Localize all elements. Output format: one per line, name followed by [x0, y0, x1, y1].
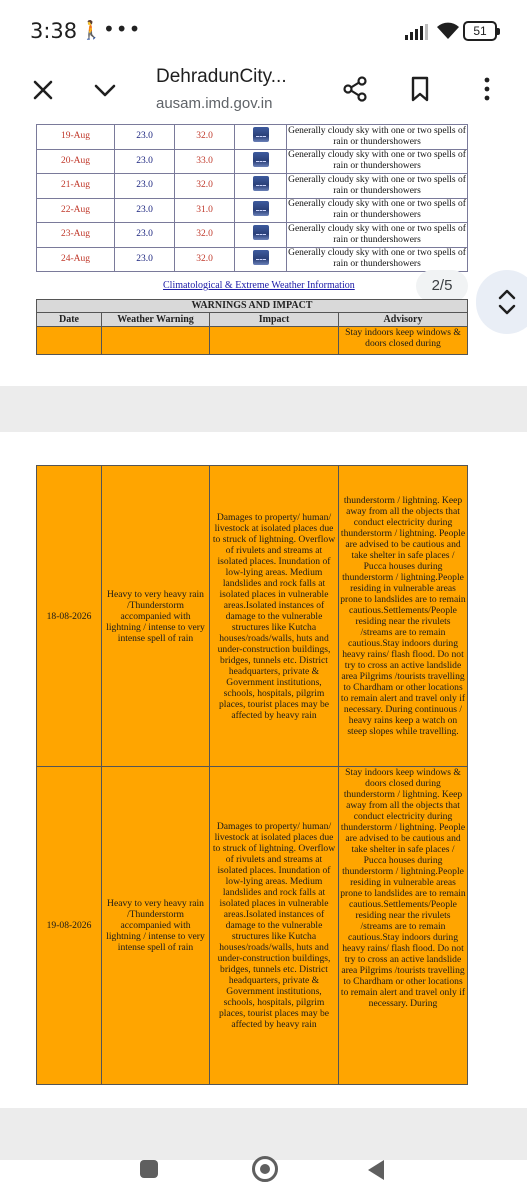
- warning-cell-empty: [102, 327, 210, 355]
- thunderstorm-rain-icon: [253, 225, 269, 240]
- page-indicator: 2/5: [416, 270, 468, 302]
- advisory-text: thunderstorm / lightning. Keep away from all the objects that conduct electricity during thunderstorm / lightning. People are advised to be cautious and take shelter in safe places / Pucca houses during thunderstorm / lightning.People residing in vulnerable areas prone to landslides are to remain cautious.Settlements/People residing near the rivulets /streams are to remain cautious.Stay indoors during heavy rains/ flash flood. Do not try to cross an active landslide area Pilgrims /tourists travelling to Chardham or other locations to remain alert and travel only if necessary. During continuous / heavy rains keep a watch on steep slopes while travelling.: [339, 466, 468, 767]
- warning-row: [37, 466, 468, 767]
- status-time: 3:38: [30, 19, 78, 43]
- pdf-content[interactable]: [0, 122, 527, 1160]
- warning-text: Heavy to very heavy rain /Thunderstorm accompanied with lightning / intense to very intense spell of rain: [102, 466, 210, 767]
- pdf-page-2: [0, 122, 527, 386]
- more-vert-icon[interactable]: [472, 74, 502, 104]
- wifi-icon: [436, 22, 460, 40]
- page-separator: [0, 386, 527, 432]
- climatology-link[interactable]: Climatological & Extreme Weather Information: [163, 280, 355, 291]
- forecast-row: [37, 247, 468, 272]
- col-advisory-header: Advisory: [339, 313, 468, 327]
- forecast-date: 19-Aug: [37, 125, 115, 150]
- page-title: DehradunCity...: [156, 66, 287, 87]
- warnings-table: [36, 465, 468, 1085]
- col-warning-header: Weather Warning: [102, 313, 210, 327]
- chevron-up-down-icon: [476, 270, 527, 334]
- forecast-max-temp: 32.0: [175, 247, 235, 272]
- warning-cell-empty: [37, 327, 102, 355]
- forecast-row: [37, 149, 468, 174]
- forecast-icon-cell: [235, 125, 287, 150]
- forecast-icon-cell: [235, 174, 287, 199]
- system-navigation-bar: [0, 1160, 527, 1200]
- forecast-max-temp: 32.0: [175, 174, 235, 199]
- forecast-max-temp: 31.0: [175, 198, 235, 223]
- forecast-date: 21-Aug: [37, 174, 115, 199]
- forecast-max-temp: 33.0: [175, 149, 235, 174]
- page-separator: [0, 1108, 527, 1160]
- forecast-description: Generally cloudy sky with one or two spells of rain or thundershowers: [287, 174, 468, 199]
- walking-person-icon: 🚶: [80, 20, 103, 41]
- thunderstorm-rain-icon: [253, 127, 269, 142]
- forecast-row: [37, 198, 468, 223]
- col-impact-header: Impact: [210, 313, 339, 327]
- impact-text: Damages to property/ human/ livestock at isolated places due to struck of lightning. Overflow of rivulets and streams at isolated places. Inundation of low-lying areas. Medium landslides and rock falls at isolated places in vulnerable areas.Isolated instances of damage to the vulnerable structures like Kutcha houses/roads/walls, huts and under-construction buildings, bridges, tunnels etc. District headquarters, private & Government institutions, schools, hospitals, pilgrim places, tourist places may be affected by heavy rain: [210, 767, 339, 1085]
- forecast-description: Generally cloudy sky with one or two spells of rain or thundershowers: [287, 223, 468, 248]
- recents-icon[interactable]: [140, 1160, 158, 1178]
- home-icon[interactable]: [252, 1156, 278, 1182]
- bookmark-icon[interactable]: [405, 74, 435, 104]
- forecast-row: [37, 223, 468, 248]
- warning-date: 18-08-2026: [37, 466, 102, 767]
- forecast-icon-cell: [235, 149, 287, 174]
- forecast-max-temp: 32.0: [175, 125, 235, 150]
- warning-text: Heavy to very heavy rain /Thunderstorm accompanied with lightning / intense to very intense spell of rain: [102, 767, 210, 1085]
- forecast-min-temp: 23.0: [115, 174, 175, 199]
- signal-icon: [405, 24, 429, 40]
- forecast-row: [37, 174, 468, 199]
- share-icon[interactable]: [340, 74, 370, 104]
- forecast-min-temp: 23.0: [115, 149, 175, 174]
- thunderstorm-rain-icon: [253, 201, 269, 216]
- warnings-header-table: [36, 299, 468, 355]
- forecast-min-temp: 23.0: [115, 198, 175, 223]
- page-scroll-button[interactable]: [476, 270, 527, 334]
- forecast-min-temp: 23.0: [115, 247, 175, 272]
- advisory-cell-start: Stay indoors keep windows & doors closed during: [339, 327, 468, 355]
- browser-toolbar: [0, 62, 527, 122]
- forecast-icon-cell: [235, 198, 287, 223]
- warning-date: 19-08-2026: [37, 767, 102, 1085]
- forecast-min-temp: 23.0: [115, 125, 175, 150]
- back-icon[interactable]: [368, 1160, 384, 1180]
- chevron-down-icon[interactable]: [90, 75, 120, 105]
- forecast-row: [37, 125, 468, 150]
- battery-icon: [463, 21, 497, 41]
- forecast-min-temp: 23.0: [115, 223, 175, 248]
- warning-cell-empty: [210, 327, 339, 355]
- forecast-description: Generally cloudy sky with one or two spells of rain or thundershowers: [287, 149, 468, 174]
- forecast-icon-cell: [235, 247, 287, 272]
- close-icon[interactable]: [28, 75, 58, 105]
- thunderstorm-rain-icon: [253, 176, 269, 191]
- status-bar: [0, 0, 527, 62]
- pdf-page-3: [0, 432, 527, 1108]
- thunderstorm-rain-icon: [253, 250, 269, 265]
- thunderstorm-rain-icon: [253, 152, 269, 167]
- warnings-title: WARNINGS AND IMPACT: [37, 300, 468, 313]
- forecast-description: Generally cloudy sky with one or two spells of rain or thundershowers: [287, 125, 468, 150]
- warning-row: [37, 767, 468, 1085]
- forecast-max-temp: 32.0: [175, 223, 235, 248]
- forecast-date: 23-Aug: [37, 223, 115, 248]
- impact-text: Damages to property/ human/ livestock at isolated places due to struck of lightning. Overflow of rivulets and streams at isolated places. Inundation of low-lying areas. Medium landslides and rock falls at isolated places in vulnerable areas.Isolated instances of damage to the vulnerable structures like Kutcha houses/roads/walls, huts and under-construction buildings, bridges, tunnels etc. District headquarters, private & Government institutions, schools, hospitals, pilgrim places, tourist places may be affected by heavy rain: [210, 466, 339, 767]
- forecast-date: 22-Aug: [37, 198, 115, 223]
- page-url[interactable]: ausam.imd.gov.in: [156, 95, 273, 112]
- advisory-text: Stay indoors keep windows & doors closed during thunderstorm / lightning. Keep away from all the objects that conduct electricity during thunderstorm / lightning. People are advised to be cautious and take shelter in safe places / Pucca houses during thunderstorm / lightning.People residing in vulnerable areas prone to landslides are to remain cautious.Settlements/People residing near the rivulets /streams are to remain cautious.Stay indoors during heavy rains/ flash flood. Do not try to cross an active landslide area Pilgrims /tourists travelling to Chardham or other locations to remain alert and travel only if necessary. During: [339, 767, 468, 1085]
- forecast-table: [36, 124, 468, 272]
- battery-level: 51: [473, 24, 487, 38]
- forecast-icon-cell: [235, 223, 287, 248]
- forecast-description: Generally cloudy sky with one or two spells of rain or thundershowers: [287, 198, 468, 223]
- forecast-date: 24-Aug: [37, 247, 115, 272]
- forecast-description: Generally cloudy sky with one or two spells of rain or thundershowers: [287, 247, 468, 272]
- forecast-date: 20-Aug: [37, 149, 115, 174]
- col-date-header: Date: [37, 313, 102, 327]
- notification-dots: •••: [103, 17, 142, 41]
